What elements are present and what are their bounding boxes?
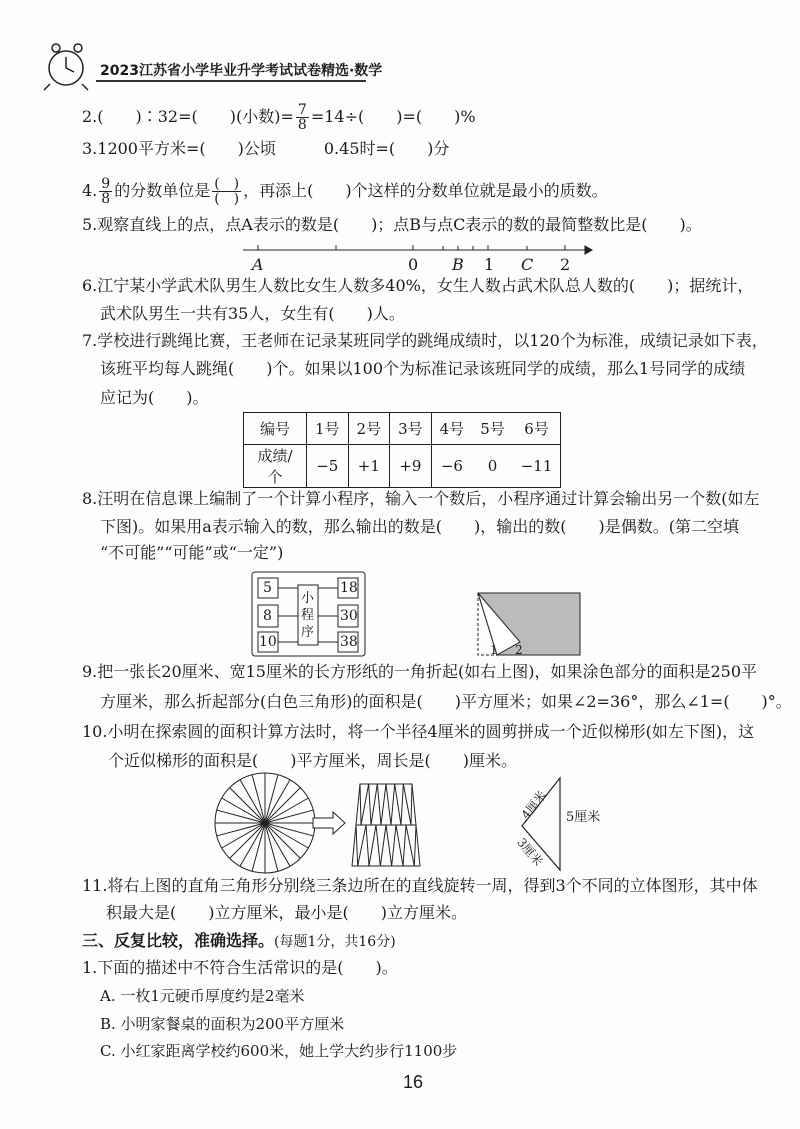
question-11-line-1: 11.将右上图的直角三角形分别绕三条边所在的直线旋转一周，得到3个不同的立体图形，其中体: [82, 876, 758, 895]
q2-text-pre: 2.( )∶32=( )(小数)=: [82, 107, 294, 126]
question-8-line-3: “不可能”“可能”或“一定”): [100, 543, 284, 562]
triangle-side-4cm: 4厘米: [518, 788, 550, 822]
section-title: 三、反复比较，准确选择。: [82, 931, 275, 950]
table-header-row: [244, 413, 561, 445]
alarm-clock-logo: [44, 44, 88, 90]
section-3-heading: [82, 931, 396, 952]
sector-line: [217, 810, 265, 823]
sector-line: [252, 823, 265, 871]
sector-line: [252, 775, 265, 823]
question-4: [82, 177, 608, 206]
table-cell: 1号: [307, 413, 349, 445]
table-cell: +9: [390, 445, 432, 488]
blank-denominator: ( ): [214, 191, 240, 207]
question-7-line-3: 应记为( )。: [100, 388, 209, 407]
sector-piece: [376, 825, 386, 866]
table-cell: −5: [307, 445, 349, 488]
sector-line: [265, 775, 278, 823]
sector-piece: [366, 825, 376, 866]
blank-fraction: [212, 177, 241, 206]
sector-line: [265, 823, 278, 871]
number-line-label-a: A: [252, 255, 264, 274]
q4-text-post: ，再添上( )个这样的分数单位就是最小的质数。: [243, 181, 608, 200]
denominator: 8: [297, 117, 307, 133]
program-output-3: 38: [340, 634, 358, 650]
program-output-1: 18: [340, 580, 358, 596]
question-10-line-1: 10.小明在探索圆的面积计算方法时，将一个半径4厘米的圆剪拼成一个近似梯形(如左下图)，这: [82, 722, 755, 741]
table-cell: +1: [348, 445, 390, 488]
question-3: 3.1200平方米=( )公顷 0.45时=( )分: [82, 139, 450, 158]
table-cell: −11: [513, 445, 561, 488]
triangle-side-3cm: 3厘米: [514, 835, 546, 869]
fraction-7-8: [296, 103, 309, 132]
header-divider: [96, 80, 366, 82]
program-input-3: 10: [259, 634, 277, 650]
sector-piece: [369, 784, 378, 825]
question-7-line-1: 7.学校进行跳绳比赛，王老师在记录某班同学的跳绳成绩时，以120个为标准，成绩记录如下表，: [82, 331, 768, 350]
question-8-line-1: 8.汪明在信息课上编制了一个计算小程序，输入一个数后，小程序通过计算会输出另一个数(如左: [82, 489, 760, 508]
question-8-line-2: 下图)。如果用a表示输入的数，那么输出的数是( )，输出的数( )是偶数。(第二空填: [100, 517, 739, 536]
denominator: 8: [101, 191, 111, 207]
number-line-label-0: 0: [408, 255, 419, 274]
sector-piece: [386, 825, 396, 866]
table-cell: 2号: [348, 413, 390, 445]
sector-piece: [356, 825, 366, 866]
table-cell: 6号: [513, 413, 561, 445]
number-line-label-b: B: [452, 255, 464, 274]
question-6-line-2: 武术队男生一共有35人，女生有( )人。: [100, 304, 405, 323]
program-input-1: 5: [263, 580, 272, 596]
trapezoid-diagram: [352, 784, 420, 866]
question-9-line-2: 方厘米，那么折起部分(白色三角形)的面积是( )平方厘米；如果∠2=36°，那么∠1=( )°。: [100, 692, 792, 711]
angle-2-label: 2: [515, 643, 523, 657]
fraction-9-8: [99, 177, 112, 206]
q2-text-post: =14÷( )=( )%: [310, 107, 476, 126]
table-cell: −6: [431, 445, 472, 488]
sector-piece: [360, 784, 369, 825]
sector-piece: [396, 825, 406, 866]
sector-line: [265, 823, 313, 836]
numerator: 7: [297, 102, 307, 118]
mc-question-1: 1.下面的描述中不符合生活常识的是( )。: [82, 958, 398, 977]
triangle-side-5cm: 5厘米: [566, 810, 601, 825]
sector-piece: [377, 784, 386, 825]
mc-option-a: A. 一枚1元硬币厚度约是2毫米: [100, 987, 305, 1005]
table-cell: 5号: [472, 413, 513, 445]
section-note: (每题1分，共16分): [274, 934, 396, 950]
program-input-2: 8: [263, 608, 272, 624]
table-cell: 3号: [390, 413, 432, 445]
number-line: [243, 245, 592, 254]
sector-line: [265, 810, 313, 823]
program-label: 小程序: [301, 591, 315, 640]
question-11-line-2: 积最大是( )立方厘米，最小是( )立方厘米。: [106, 903, 467, 922]
angle-1-label: 1: [490, 643, 498, 657]
q4-number: 4.: [82, 181, 98, 200]
question-10-line-2: 个近似梯形的面积是( )平方厘米，周长是( )厘米。: [108, 751, 517, 770]
arrow-icon: [313, 812, 345, 834]
program-output-2: 30: [340, 608, 358, 624]
mc-option-b: B. 小明家餐桌的面积为200平方厘米: [100, 1015, 345, 1033]
question-6-line-1: 6.江宁某小学武术队男生人数比女生人数多40%，女生人数占武术队总人数的( )；据统计，: [82, 276, 754, 295]
question-9-line-1: 9.把一张长20厘米、宽15厘米的长方形纸的一角折起(如右上图)，如果涂色部分的面积是250平: [82, 662, 758, 681]
sector-piece: [395, 784, 404, 825]
question-2: [82, 103, 476, 132]
blank-numerator: ( ): [214, 176, 240, 192]
q4-text-mid: 的分数单位是: [114, 181, 211, 200]
table-row: [244, 445, 561, 488]
number-line-label-1: 1: [484, 255, 495, 274]
table-cell: 成绩/个: [244, 445, 307, 488]
question-7-line-2: 该班平均每人跳绳( )个。如果以100个为标准记录该班同学的成绩，那么1号同学的成绩: [100, 359, 746, 378]
table-cell: 0: [472, 445, 513, 488]
question-5: 5.观察直线上的点，点A表示的数是( )；点B与点C表示的数的最简整数比是( )。: [82, 215, 702, 234]
jump-rope-score-table: [243, 412, 561, 488]
page-number: 16: [403, 1072, 424, 1092]
numerator: 9: [101, 176, 111, 192]
table-cell: 编号: [244, 413, 307, 445]
page-header-title: 2023江苏省小学毕业升学考试试卷精选·数学: [100, 63, 383, 79]
number-line-label-c: C: [521, 255, 534, 274]
circle-sectors-diagram: [215, 773, 315, 873]
number-line-label-2: 2: [560, 255, 571, 274]
table-cell: 4号: [431, 413, 472, 445]
mc-option-c: C. 小红家距离学校约600米，她上学大约步行1100步: [100, 1042, 458, 1060]
sector-piece: [386, 784, 395, 825]
sector-piece: [403, 784, 412, 825]
sector-line: [217, 823, 265, 836]
sector-piece: [406, 825, 416, 866]
